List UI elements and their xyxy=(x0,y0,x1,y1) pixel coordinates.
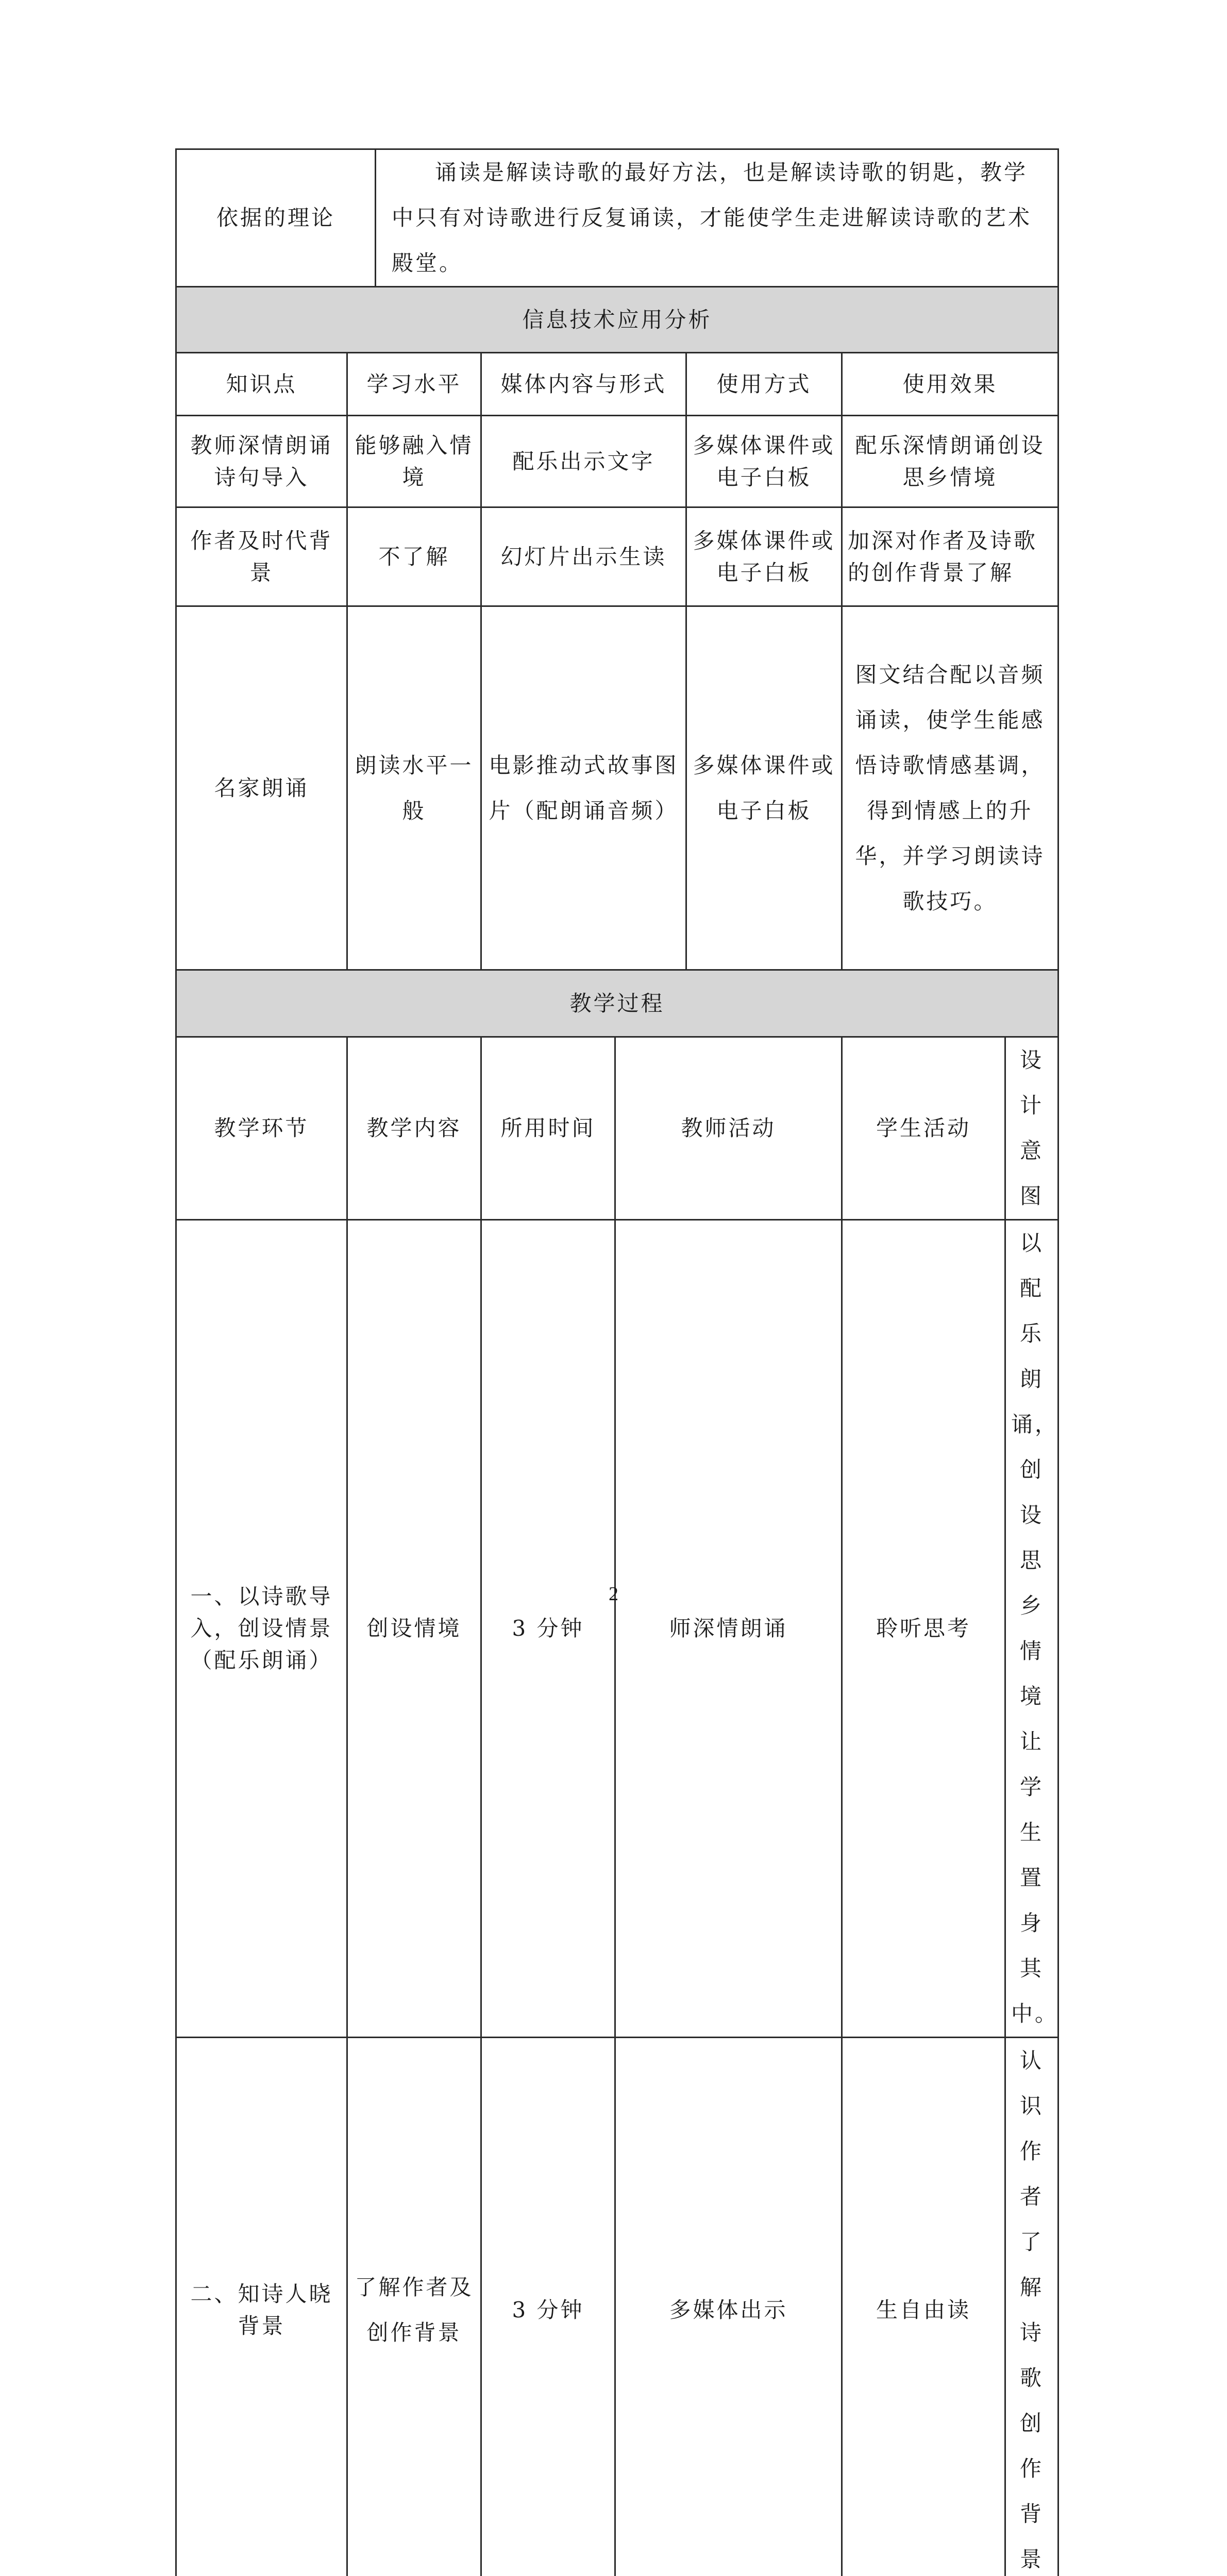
it-analysis-header-row xyxy=(176,353,1058,416)
table-cell: 以配乐朗诵，创设思乡情境让学生置身其中。 xyxy=(1005,1220,1058,2038)
theory-row xyxy=(176,149,1058,287)
table-row xyxy=(176,2038,1058,2576)
col-header-design-intent: 设计意图 xyxy=(1005,1037,1058,1220)
process-title: 教学过程 xyxy=(176,970,1058,1037)
table-cell: 图文结合配以音频诵读，使学生能感悟诗歌情感基调，得到情感上的升华，并学习朗读诗歌技巧。 xyxy=(842,606,1058,970)
col-header-teaching-content: 教学内容 xyxy=(347,1037,481,1220)
table-cell: 生自由读 xyxy=(842,2038,1005,2576)
table-row xyxy=(176,1220,1058,2038)
table-cell: 创设情境 xyxy=(347,1220,481,2038)
theory-label: 依据的理论 xyxy=(176,149,376,287)
table-cell: 名家朗诵 xyxy=(176,606,347,970)
col-header-learning-level: 学习水平 xyxy=(347,353,481,416)
process-band xyxy=(176,970,1058,1037)
table-cell: 幻灯片出示生读 xyxy=(481,507,686,606)
table-cell: 多媒体出示 xyxy=(615,2038,842,2576)
col-header-usage-method: 使用方式 xyxy=(686,353,842,416)
table-cell: 聆听思考 xyxy=(842,1220,1005,2038)
col-header-media-content: 媒体内容与形式 xyxy=(481,353,686,416)
table-cell: 3 分钟 xyxy=(481,2038,615,2576)
col-header-usage-effect: 使用效果 xyxy=(842,353,1058,416)
table-cell: 电影推动式故事图片（配朗诵音频） xyxy=(481,606,686,970)
col-header-teacher-activity: 教师活动 xyxy=(615,1037,842,1220)
theory-text: 诵读是解读诗歌的最好方法，也是解读诗歌的钥匙，教学中只有对诗歌进行反复诵读，才能使学生走进解读诗歌的艺术殿堂。 xyxy=(376,149,1058,287)
table-cell: 多媒体课件或电子白板 xyxy=(686,416,842,507)
col-header-knowledge-point: 知识点 xyxy=(176,353,347,416)
col-header-teaching-stage: 教学环节 xyxy=(176,1037,347,1220)
table-cell: 能够融入情境 xyxy=(347,416,481,507)
col-header-time-used: 所用时间 xyxy=(481,1037,615,1220)
table-cell: 师深情朗诵 xyxy=(615,1220,842,2038)
process-header-row xyxy=(176,1037,1058,1220)
table-cell: 一、以诗歌导入，创设情景（配乐朗诵） xyxy=(176,1220,347,2038)
table-cell: 配乐出示文字 xyxy=(481,416,686,507)
it-analysis-title: 信息技术应用分析 xyxy=(176,287,1058,353)
table-cell: 了解作者及创作背景 xyxy=(347,2038,481,2576)
table-cell: 3 分钟 xyxy=(481,1220,615,2038)
it-analysis-band xyxy=(176,287,1058,353)
page-number: 2 xyxy=(0,1583,1227,1605)
table-cell: 朗读水平一般 xyxy=(347,606,481,970)
table-cell: 配乐深情朗诵创设思乡情境 xyxy=(842,416,1058,507)
table-cell: 多媒体课件或电子白板 xyxy=(686,606,842,970)
table-row xyxy=(176,416,1058,507)
table-cell: 作者及时代背景 xyxy=(176,507,347,606)
table-cell: 认识作者了解诗歌创作背景 xyxy=(1005,2038,1058,2576)
table-row xyxy=(176,606,1058,970)
table-cell: 不了解 xyxy=(347,507,481,606)
table-cell: 教师深情朗诵诗句导入 xyxy=(176,416,347,507)
table-cell: 二、知诗人晓背景 xyxy=(176,2038,347,2576)
table-cell: 多媒体课件或电子白板 xyxy=(686,507,842,606)
col-header-student-activity: 学生活动 xyxy=(842,1037,1005,1220)
table-cell: 加深对作者及诗歌的创作背景了解 xyxy=(842,507,1058,606)
table-row xyxy=(176,507,1058,606)
lesson-plan-table xyxy=(175,148,1059,2576)
